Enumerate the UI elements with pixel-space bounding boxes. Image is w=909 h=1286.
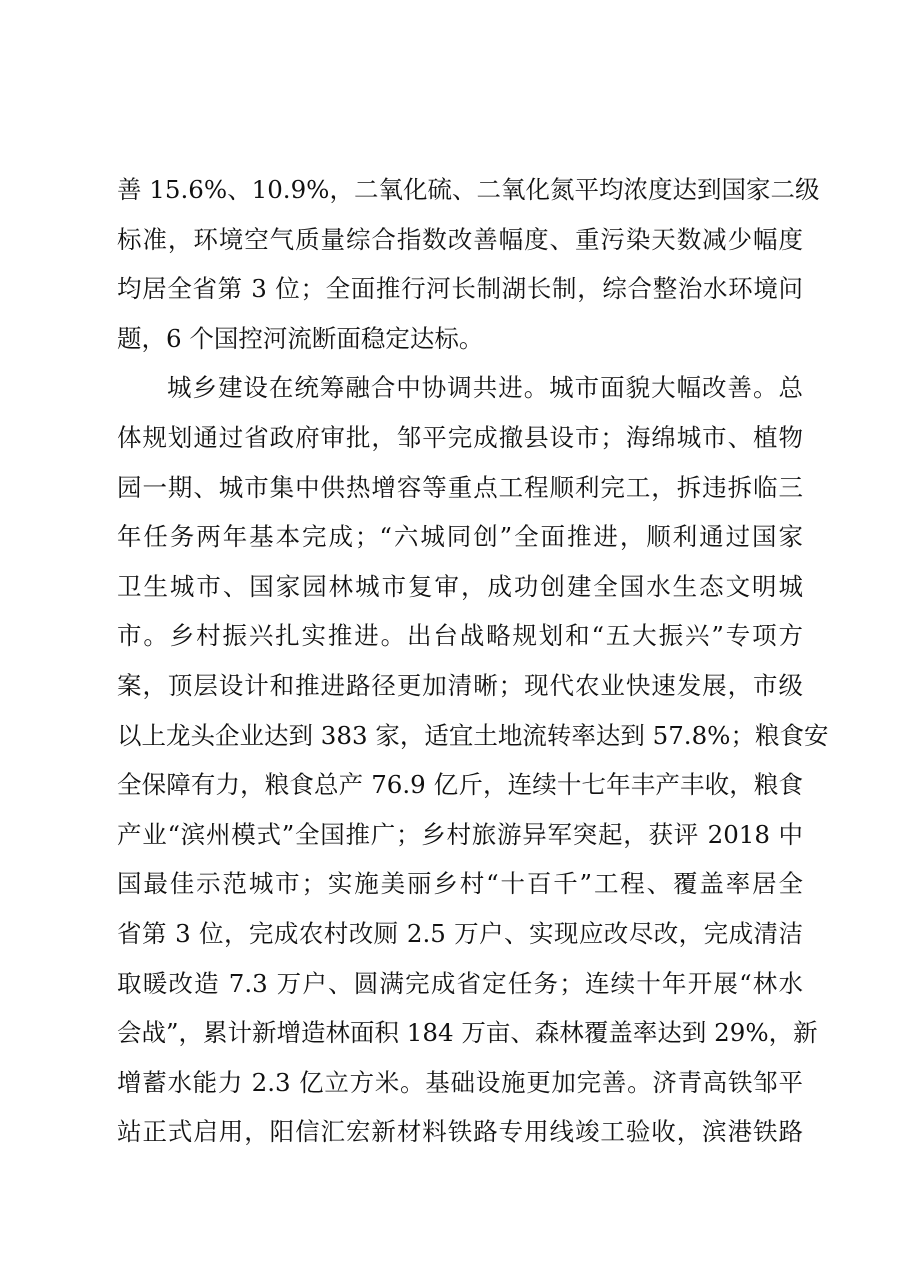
paragraph-2 xyxy=(117,363,829,1157)
text-line: 均居全省第 3 位；全面推行河长制湖长制，综合整治水环境问 xyxy=(117,274,803,304)
text-line: 城乡建设在统筹融合中协调共进。城市面貌大幅改善。总 xyxy=(167,373,803,403)
text-line: 取暖改造 7.3 万户、圆满完成省定任务；连续十年开展“林水 xyxy=(117,968,803,998)
text-line: 市。乡村振兴扎实推进。出台战略规划和“五大振兴”专项方 xyxy=(117,621,803,651)
body-text xyxy=(117,165,829,1157)
text-line: 会战”，累计新增造林面积 184 万亩、森林覆盖率达到 29%，新 xyxy=(117,1018,818,1048)
text-line: 国最佳示范城市；实施美丽乡村“十百千”工程、覆盖率居全 xyxy=(117,869,803,899)
text-line: 以上龙头企业达到 383 家，适宜土地流转率达到 57.8%；粮食安 xyxy=(117,720,829,750)
text-line: 题，6 个国控河流断面稳定达标。 xyxy=(117,323,484,353)
text-line: 年任务两年基本完成；“六城同创”全面推进，顺利通过国家 xyxy=(117,522,803,552)
text-line: 案，顶层设计和推进路径更加清晰；现代农业快速发展，市级 xyxy=(117,670,803,700)
text-line: 体规划通过省政府审批，邹平完成撤县设市；海绵城市、植物 xyxy=(117,422,803,452)
text-line: 标准，环境空气质量综合指数改善幅度、重污染天数减少幅度 xyxy=(117,224,803,254)
text-line: 善 15.6%、10.9%，二氧化硫、二氧化氮平均浓度达到国家二级 xyxy=(117,175,820,204)
text-line: 站正式启用，阳信汇宏新材料铁路专用线竣工验收，滨港铁路 xyxy=(117,1117,803,1147)
text-line: 增蓄水能力 2.3 亿立方米。基础设施更加完善。济青高铁邹平 xyxy=(117,1067,803,1097)
text-line: 全保障有力，粮食总产 76.9 亿斤，连续十七年丰产丰收，粮食 xyxy=(117,770,803,800)
text-line: 省第 3 位，完成农村改厕 2.5 万户、实现应改尽改，完成清洁 xyxy=(117,918,803,948)
paragraph-1 xyxy=(117,165,820,363)
text-line: 产业“滨州模式”全国推广；乡村旅游异军突起，获评 2018 中 xyxy=(117,819,803,849)
text-line: 卫生城市、国家园林城市复审，成功创建全国水生态文明城 xyxy=(117,571,803,601)
text-line: 园一期、城市集中供热增容等重点工程顺利完工，拆违拆临三 xyxy=(117,472,803,502)
